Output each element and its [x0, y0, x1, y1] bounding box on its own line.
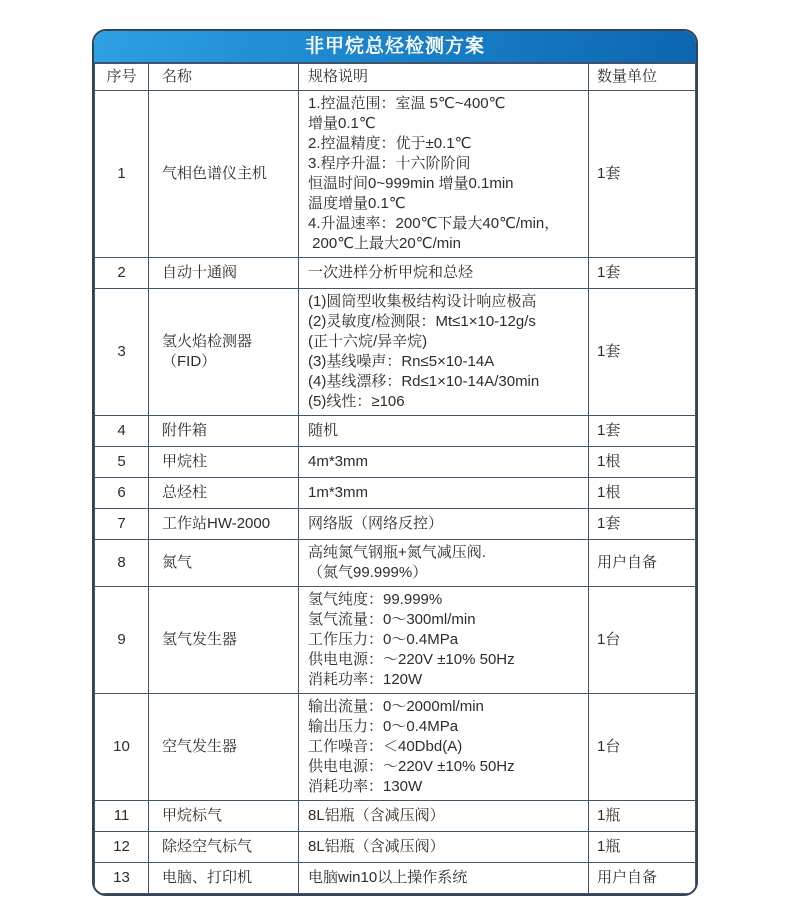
col-header-name: 名称: [149, 64, 299, 91]
table-row: [95, 258, 696, 289]
spec-table-card: [92, 29, 698, 896]
item-name: 电脑、打印机: [149, 863, 299, 894]
spec-line: 4.升温速率：200℃下最大40℃/min，: [308, 215, 560, 232]
item-quantity: 1套: [589, 509, 696, 540]
table-row: [95, 478, 696, 509]
item-name: 氢火焰检测器（FID）: [149, 289, 299, 416]
item-name: 甲烷标气: [149, 801, 299, 832]
table-row: [95, 832, 696, 863]
item-name: 附件箱: [149, 416, 299, 447]
item-name: 工作站HW-2000: [149, 509, 299, 540]
spec-line: 输出流量：0～2000ml/min: [308, 698, 484, 715]
table-row: [95, 694, 696, 801]
item-name: 气相色谱仪主机: [149, 91, 299, 258]
item-spec: [299, 587, 589, 694]
row-number: 8: [95, 540, 149, 587]
spec-line: 8L铝瓶（含减压阀）: [308, 807, 445, 824]
spec-line: (3)基线噪声：Rn≤5×10-14A: [308, 353, 495, 370]
item-spec: [299, 447, 589, 478]
item-quantity: 1套: [589, 258, 696, 289]
spec-line: 随机: [308, 422, 339, 439]
spec-line: 2.控温精度：优于±0.1℃: [308, 135, 472, 152]
item-spec: [299, 289, 589, 416]
table-row: [95, 447, 696, 478]
item-spec: [299, 416, 589, 447]
spec-line: (4)基线漂移：Rd≤1×10-14A/30min: [308, 373, 540, 390]
spec-line: 氢气流量：0～300ml/min: [308, 611, 476, 628]
row-number: 2: [95, 258, 149, 289]
item-quantity: 1台: [589, 587, 696, 694]
item-spec: [299, 694, 589, 801]
item-name: 氢气发生器: [149, 587, 299, 694]
table-row: [95, 540, 696, 587]
spec-line: 工作压力：0～0.4MPa: [308, 631, 459, 648]
spec-line: 一次进样分析甲烷和总烃: [308, 264, 474, 281]
table-row: [95, 509, 696, 540]
table-row: [95, 91, 696, 258]
table-row: [95, 289, 696, 416]
spec-line: 氢气纯度：99.999%: [308, 591, 443, 608]
row-number: 5: [95, 447, 149, 478]
spec-line: 3.程序升温：十六阶阶间: [308, 155, 471, 172]
spec-line: 供电电源：～220V ±10% 50Hz: [308, 758, 515, 775]
item-spec: [299, 863, 589, 894]
spec-line: 消耗功率：130W: [308, 778, 423, 795]
item-spec: [299, 832, 589, 863]
item-name: 空气发生器: [149, 694, 299, 801]
header-row: [95, 64, 696, 91]
item-quantity: 用户自备: [589, 863, 696, 894]
spec-line: 4m*3mm: [308, 453, 369, 470]
item-spec: [299, 801, 589, 832]
item-spec: [299, 478, 589, 509]
item-quantity: 1瓶: [589, 832, 696, 863]
item-quantity: 1根: [589, 447, 696, 478]
spec-line: 8L铝瓶（含减压阀）: [308, 838, 445, 855]
spec-line: 电脑win10以上操作系统: [308, 869, 468, 886]
spec-line: 温度增量0.1℃: [308, 195, 406, 212]
item-quantity: 1套: [589, 289, 696, 416]
spec-line: (正十六烷/异辛烷): [308, 333, 428, 350]
spec-line: 高纯氮气钢瓶+氮气减压阀.: [308, 544, 486, 561]
row-number: 7: [95, 509, 149, 540]
spec-line: 输出压力：0～0.4MPa: [308, 718, 459, 735]
spec-line: 1m*3mm: [308, 484, 369, 501]
table-row: [95, 416, 696, 447]
spec-line: 1.控温范围：室温 5℃~400℃: [308, 95, 506, 112]
spec-table: [94, 63, 696, 894]
spec-line: （氮气99.999%）: [308, 564, 428, 581]
item-spec: [299, 540, 589, 587]
spec-line: 供电电源：～220V ±10% 50Hz: [308, 651, 515, 668]
spec-line: 恒温时间0~999min 增量0.1min: [308, 175, 514, 192]
row-number: 10: [95, 694, 149, 801]
row-number: 11: [95, 801, 149, 832]
col-header-qty: 数量单位: [589, 64, 696, 91]
row-number: 4: [95, 416, 149, 447]
spec-line: 网络版（网络反控）: [308, 515, 444, 532]
spec-line: (5)线性：≥106: [308, 393, 405, 410]
item-name: 甲烷柱: [149, 447, 299, 478]
row-number: 1: [95, 91, 149, 258]
spec-line: 工作噪音：＜40Dbd(A): [308, 738, 463, 755]
item-quantity: 1台: [589, 694, 696, 801]
item-quantity: 1根: [589, 478, 696, 509]
row-number: 9: [95, 587, 149, 694]
row-number: 3: [95, 289, 149, 416]
item-name: 氮气: [149, 540, 299, 587]
table-row: [95, 863, 696, 894]
item-spec: [299, 509, 589, 540]
spec-line: 消耗功率：120W: [308, 671, 423, 688]
item-quantity: 1套: [589, 416, 696, 447]
table-body: [95, 91, 696, 894]
table-row: [95, 801, 696, 832]
table-row: [95, 587, 696, 694]
row-number: 13: [95, 863, 149, 894]
row-number: 6: [95, 478, 149, 509]
table-title: 非甲烷总烃检测方案: [94, 31, 696, 63]
item-name: 除烃空气标气: [149, 832, 299, 863]
item-spec: [299, 258, 589, 289]
item-quantity: 1瓶: [589, 801, 696, 832]
item-name: 自动十通阀: [149, 258, 299, 289]
row-number: 12: [95, 832, 149, 863]
item-quantity: 1套: [589, 91, 696, 258]
col-header-spec: 规格说明: [299, 64, 589, 91]
spec-line: (1)圆筒型收集极结构设计响应极高: [308, 293, 537, 310]
spec-line: 200℃上最大20℃/min: [308, 235, 461, 252]
item-spec: [299, 91, 589, 258]
col-header-no: 序号: [95, 64, 149, 91]
item-quantity: 用户自备: [589, 540, 696, 587]
item-name: 总烃柱: [149, 478, 299, 509]
spec-line: (2)灵敏度/检测限：Mt≤1×10-12g/s: [308, 313, 536, 330]
spec-line: 增量0.1℃: [308, 115, 376, 132]
